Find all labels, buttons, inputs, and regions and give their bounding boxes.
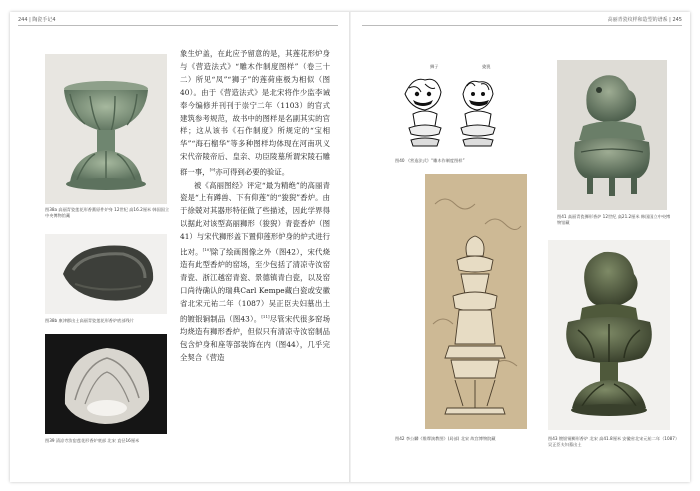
caption-fig41: 图41 高丽青瓷狮形香炉 12世纪 高21.2厘米 韩国国立中央博物馆藏 <box>557 214 671 225</box>
caption-fig38a: 图38a 高丽青瓷莲花形香薰原件炉身 12世纪 高16.2厘米 韩国国立中央博物馆藏 <box>45 207 170 218</box>
page-gutter <box>349 12 351 482</box>
photo-lion-censer <box>557 60 667 210</box>
caption-fig40: 图40 《营造法式》“雕木作制度图样” <box>395 158 465 163</box>
photo-celadon-shard <box>45 234 167 314</box>
left-header-rule <box>18 25 338 26</box>
caption-fig38b: 图38b 康津郡出土高丽青瓷莲花形香炉底部残片 <box>45 318 134 323</box>
book-spread <box>10 12 690 482</box>
sketch-label-lion: 狮子 <box>430 64 439 69</box>
photo-ru-censer-base <box>45 334 167 434</box>
drawing-lion-and-suanni <box>395 64 505 152</box>
photo-vimalakirti-painting <box>425 174 527 429</box>
paragraph-2: 被《高丽图经》评定“最为精绝”的高丽青瓷是“上有蹲兽、下有仰莲”的“狻猊”香炉。由于徐兢对其器形特征做了些描述，因此学界得以据此对该型高丽狮形（狻猊）青瓷香炉（图41）与宋代狮形盖下置仰莲形炉身的炉式进行比对。[10]除了绘画图像之外（图42），宋代烧造有此型香炉的窑场，至少包括了清凉寺汝窑青瓷、浙江越窑青瓷、景德镇青白瓷，以及窑口尚待确认的瑞典Carl Kempe藏白瓷或安徽省北宋元祐二年（1087）吴正臣夫妇墓出土的镀银铜制品（图43）。[11]尽管宋代很多窑场均烧造有狮形香炉，但似只有清凉寺汝窑制品包含炉身和座等部装饰在内（图44），几乎完全契合《营造 <box>180 180 330 363</box>
caption-fig42: 图42 李公麟《维摩演教图》(局部) 北宋 故宫博物院藏 <box>395 436 496 441</box>
photo-gilt-lion-censer <box>548 240 670 430</box>
photo-lotus-censer <box>45 54 167 204</box>
caption-fig39: 图39 清凉寺汝窑莲花形香炉底部 北宋 直径16厘米 <box>45 438 140 443</box>
caption-fig43: 图43 镀银铜狮形香炉 北宋 高41.8厘米 安徽省北宋元祐二年（1087）吴正臣夫妇墓出土 <box>548 436 678 447</box>
left-page-header: 244 | 陶瓷手记4 <box>18 17 56 23</box>
sketch-label-suanni: 狻猊 <box>482 64 491 69</box>
body-text <box>180 48 330 365</box>
right-page-header: 高丽青瓷纹样和造型的谱系 | 245 <box>607 17 682 23</box>
right-header-rule <box>362 25 682 26</box>
paragraph-1: 象生炉盖，在此应予留意的是，其莲花形炉身与《营造法式》“雕木作制度图样”（卷三十二）所见“凤”“狮子”的莲荷座极为相似（图40）。由于《营造法式》是北宋将作少监李诫奉今编修并刊刊于崇宁二年（1103）的官式建筑参考规范，故书中的图样是名副其实的官样；这从该书《石作制度》所规定的“宝相华”“海石榴华”等多种图样均体现在河南巩义宋代帝陵帝后、皇亲、功臣陵墓所谓宋陵石雕群一事，[9]亦可得到必要的验证。 <box>180 49 330 177</box>
